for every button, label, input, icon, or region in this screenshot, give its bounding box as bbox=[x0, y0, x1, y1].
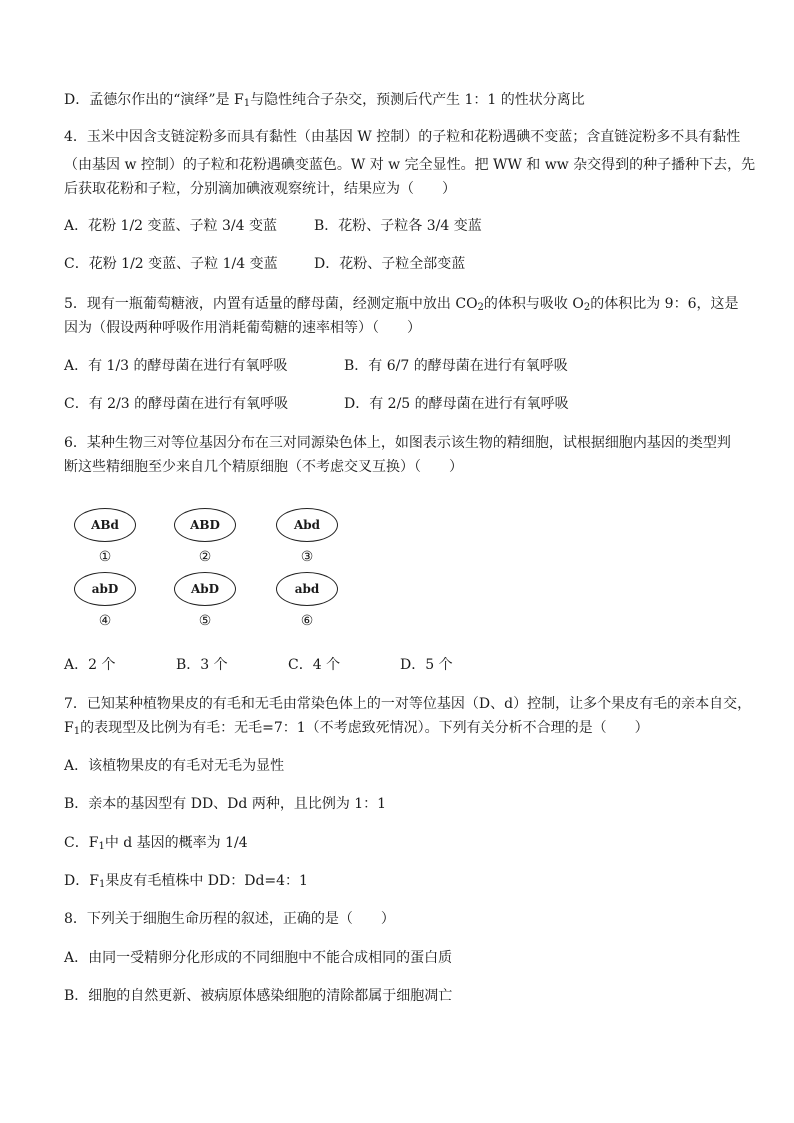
q4-option-c: C．花粉 1/2 变蓝、子粒 1/4 变蓝 bbox=[64, 256, 278, 272]
q7-stem-line2 bbox=[64, 718, 649, 738]
q8-option-b: B．细胞的自然更新、被病原体感染细胞的清除都属于细胞凋亡 bbox=[64, 988, 453, 1004]
q6-option-a: A．2 个 bbox=[64, 657, 116, 673]
q4-option-d: D．花粉、子粒全部变蓝 bbox=[314, 256, 466, 272]
subscript: 2 bbox=[583, 302, 591, 313]
q5-stem-line2: 因为（假设两种呼吸作用消耗葡萄糖的速率相等）（ ） bbox=[64, 320, 421, 336]
cell-genotype: abd bbox=[276, 572, 338, 606]
cell-number: ③ bbox=[300, 549, 314, 565]
subscript: 1 bbox=[98, 841, 105, 852]
q5-text-c: 的体积比为 9：6，这是 bbox=[590, 296, 739, 312]
q5-option-d: D．有 2/5 的酵母菌在进行有氧呼吸 bbox=[344, 396, 569, 412]
q7-option-c-pre: C．F bbox=[64, 835, 99, 851]
q6-stem-line2: 断这些精细胞至少来自几个精原细胞（不考虑交叉互换）（ ） bbox=[64, 459, 463, 475]
q8-stem-line1: 8．下列关于细胞生命历程的叙述，正确的是（ ） bbox=[64, 911, 395, 927]
q5-stem-line1 bbox=[64, 294, 739, 314]
q7-option-a: A．该植物果皮的有毛对无毛为显性 bbox=[64, 758, 285, 774]
q7-stem-line1: 7．已知某种植物果皮的有毛和无毛由常染色体上的一对等位基因（D、d）控制，让多个果皮有毛的亲本自交， bbox=[64, 696, 752, 712]
q3-option-d-text-2: 与隐性纯合子杂交，预测后代产生 1：1 的性状分离比 bbox=[250, 92, 585, 108]
q7-text-pre: F bbox=[64, 720, 74, 736]
cell-genotype: ABd bbox=[74, 508, 136, 542]
q7-option-d-post: 果皮有毛植株中 DD：Dd=4：1 bbox=[105, 873, 308, 889]
q4-stem-line3: 后获取花粉和子粒，分别滴加碘液观察统计，结果应为（ ） bbox=[64, 181, 456, 197]
cell-genotype: abD bbox=[74, 572, 136, 606]
q7-option-d bbox=[64, 871, 308, 891]
q6-option-d: D．5 个 bbox=[400, 657, 453, 673]
q4-stem-line2: （由基因 w 控制）的子粒和花粉遇碘变蓝色。W 对 w 完全显性。把 WW 和 ww 杂交得到的种子播种下去，先 bbox=[64, 157, 756, 173]
q7-option-d-pre: D．F bbox=[64, 873, 99, 889]
cell-genotype: ABD bbox=[174, 508, 236, 542]
cell-number: ① bbox=[98, 549, 112, 565]
q5-option-c: C．有 2/3 的酵母菌在进行有氧呼吸 bbox=[64, 396, 289, 412]
q5-option-b: B．有 6/7 的酵母菌在进行有氧呼吸 bbox=[344, 358, 568, 374]
cell-number: ⑥ bbox=[300, 613, 314, 629]
q4-option-a: A．花粉 1/2 变蓝、子粒 3/4 变蓝 bbox=[64, 218, 277, 234]
subscript: 1 bbox=[73, 726, 81, 737]
q7-option-c bbox=[64, 833, 248, 853]
cell-number: ⑤ bbox=[198, 613, 212, 629]
q5-text-b: 的体积与吸收 O bbox=[483, 296, 584, 312]
q5-option-a: A．有 1/3 的酵母菌在进行有氧呼吸 bbox=[64, 358, 288, 374]
sperm-cell-figure bbox=[70, 502, 350, 632]
cell-genotype: AbD bbox=[174, 572, 236, 606]
q4-option-b: B．花粉、子粒各 3/4 变蓝 bbox=[314, 218, 482, 234]
q6-stem-line1: 6．某种生物三对等位基因分布在三对同源染色体上，如图表示该生物的精细胞，试根据细胞内基因的类型判 bbox=[64, 435, 731, 451]
subscript: 1 bbox=[243, 98, 251, 109]
q3-option-d-text: D．孟德尔作出的“演绎”是 F bbox=[64, 92, 244, 108]
q6-option-c: C．4 个 bbox=[288, 657, 341, 673]
q8-option-a: A．由同一受精卵分化形成的不同细胞中不能合成相同的蛋白质 bbox=[64, 950, 453, 966]
q7-option-c-post: 中 d 基因的概率为 1/4 bbox=[104, 835, 248, 851]
q7-option-b: B．亲本的基因型有 DD、Dd 两种，且比例为 1：1 bbox=[64, 796, 387, 812]
q5-text-a: 5．现有一瓶葡萄糖液，内置有适量的酵母菌，经测定瓶中放出 CO bbox=[64, 296, 478, 312]
subscript: 2 bbox=[477, 302, 484, 313]
cell-number: ② bbox=[198, 549, 212, 565]
cell-number: ④ bbox=[98, 613, 112, 629]
subscript: 1 bbox=[98, 879, 106, 890]
q3-option-d bbox=[64, 90, 585, 110]
q6-option-b: B．3 个 bbox=[176, 657, 228, 673]
cell-genotype: Abd bbox=[276, 508, 338, 542]
q4-stem-line1: 4．玉米中因含支链淀粉多而具有黏性（由基因 W 控制）的子粒和花粉遇碘不变蓝；含直链淀粉多不具有黏性 bbox=[64, 129, 741, 145]
q7-text-post: 的表现型及比例为有毛：无毛=7：1（不考虑致死情况）。下列有关分析不合理的是（ ） bbox=[80, 720, 649, 736]
